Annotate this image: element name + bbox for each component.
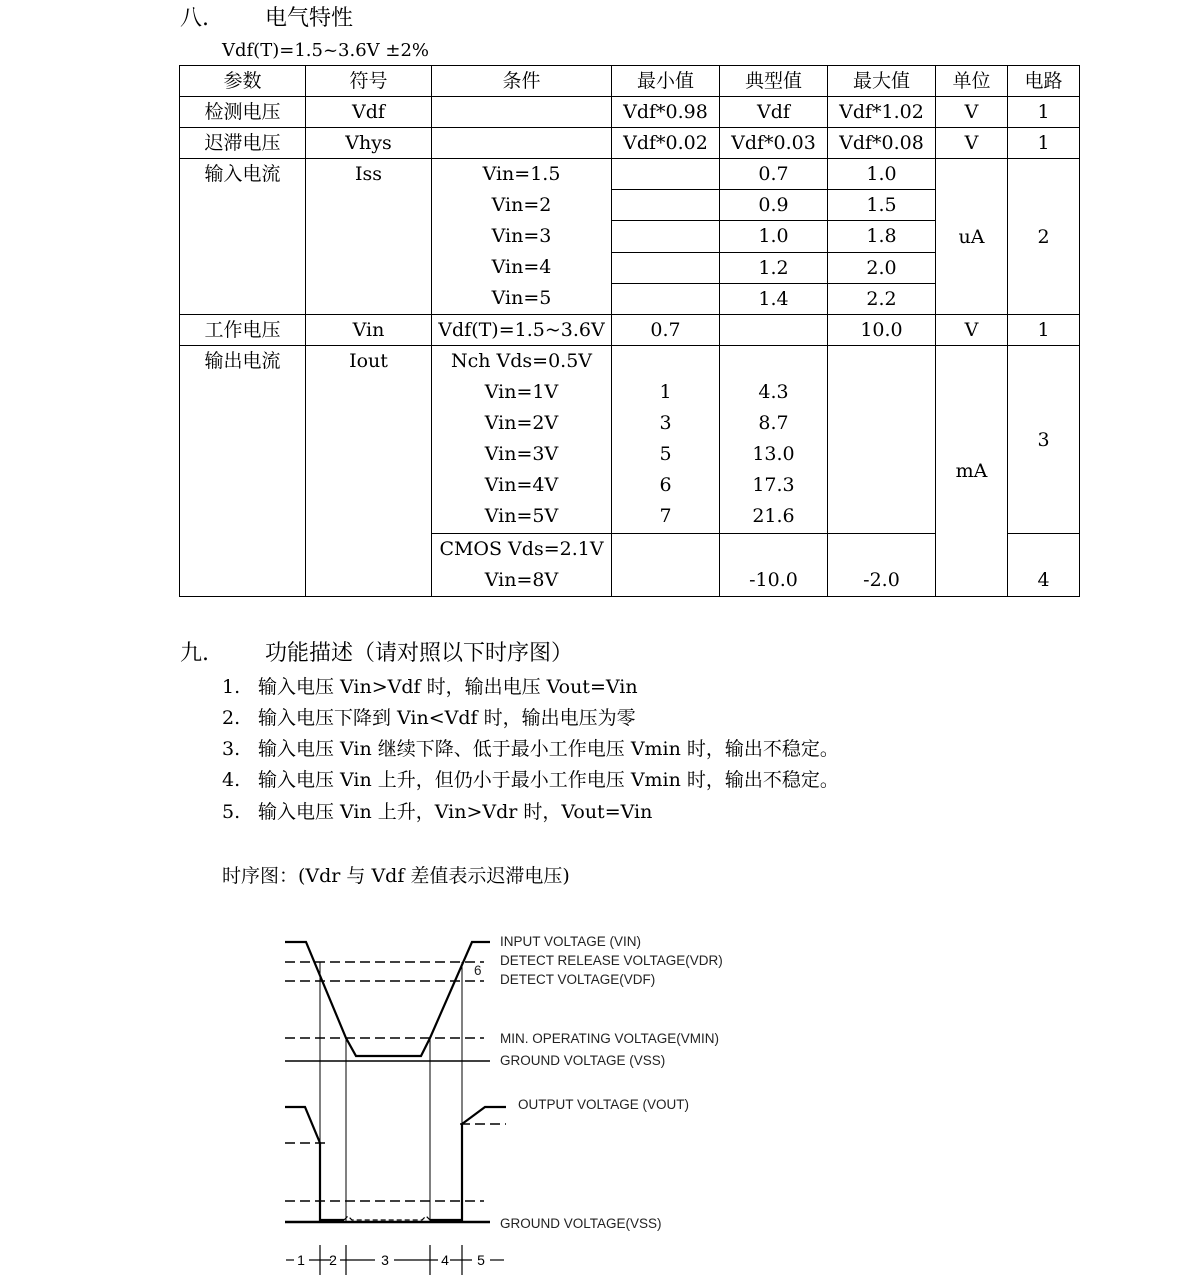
- cell-unit: uA: [936, 159, 1008, 315]
- ground-voltage-label-2: GROUND VOLTAGE(VSS): [500, 1216, 662, 1231]
- header-cell: 最大值: [828, 66, 936, 97]
- cell-typ: Vdf*0.03: [720, 128, 828, 159]
- cell-max: 1.0: [828, 159, 936, 190]
- phase-label: 2: [329, 1252, 337, 1268]
- output-voltage-trace-left: [285, 1107, 344, 1220]
- list-item: 4. 输入电压 Vin 上升，但仍小于最小工作电压 Vmin 时，输出不稳定。: [222, 769, 839, 791]
- cond-line: Vin=1V: [484, 381, 559, 403]
- typ-line: 17.3: [752, 474, 795, 496]
- cond-line: Vin=3V: [484, 443, 559, 465]
- cell-typ: 0.9: [720, 190, 828, 221]
- cell-param: 工作电压: [180, 315, 306, 346]
- phase-label: 1: [297, 1252, 305, 1268]
- cond-line: Vin=4: [491, 256, 552, 278]
- detect-release-label: DETECT RELEASE VOLTAGE(VDR): [500, 953, 723, 968]
- typ-line: -10.0: [749, 569, 798, 591]
- output-voltage-label: OUTPUT VOLTAGE (VOUT): [518, 1097, 690, 1112]
- list-item: 2. 输入电压下降到 Vin<Vdf 时，输出电压为零: [222, 707, 636, 729]
- cell-max: 10.0: [828, 315, 936, 346]
- section8-condition: Vdf(T)=1.5~3.6V ±2%: [222, 40, 430, 61]
- section8-number: 八.: [180, 6, 209, 31]
- list-item: 5. 输入电压 Vin 上升，Vin>Vdr 时，Vout=Vin: [222, 801, 653, 823]
- min-line: 3: [659, 412, 672, 434]
- marker-6-label: 6: [474, 963, 482, 978]
- cell-circuit: 2: [1008, 159, 1080, 315]
- cond-line: Vin=8V: [484, 569, 559, 591]
- cell-circuit: 1: [1008, 97, 1080, 128]
- min-operating-label: MIN. OPERATING VOLTAGE(VMIN): [500, 1031, 720, 1046]
- min-line: 7: [659, 505, 672, 527]
- cell-typ: Vdf: [720, 97, 828, 128]
- list-item: 1. 输入电压 Vin>Vdf 时，输出电压 Vout=Vin: [222, 676, 638, 698]
- cell-max: 2.2: [828, 283, 936, 314]
- circuit-line: 4: [1037, 569, 1050, 591]
- cond-line: CMOS Vds=2.1V: [439, 538, 604, 560]
- input-voltage-label: INPUT VOLTAGE (VIN): [500, 934, 642, 949]
- min-line: 1: [659, 381, 672, 403]
- section9-title: 功能描述（请对照以下时序图）: [265, 641, 574, 666]
- header-cell: 单位: [936, 66, 1008, 97]
- cell-unit: V: [936, 97, 1008, 128]
- cell-param: 迟滞电压: [180, 128, 306, 159]
- cell-max: 1.5: [828, 190, 936, 221]
- cell-param: 输出电流: [180, 346, 306, 597]
- cell-max: 2.0: [828, 252, 936, 283]
- cond-line: Vin=5V: [484, 505, 559, 527]
- cell-symbol: Iout: [306, 346, 432, 597]
- typ-line: 21.6: [752, 505, 795, 527]
- cell-typ: 1.0: [720, 221, 828, 252]
- header-cell: 条件: [432, 66, 612, 97]
- cond-line: Vin=1.5: [482, 163, 561, 185]
- section8-title: 电气特性: [265, 6, 354, 31]
- cell-param: 检测电压: [180, 97, 306, 128]
- phase-label: 5: [477, 1252, 485, 1268]
- cell-min: 0.7: [612, 315, 720, 346]
- min-line: 6: [659, 474, 672, 496]
- cell-circuit: 1: [1008, 315, 1080, 346]
- cond-line: Vin=3: [491, 225, 552, 247]
- list-item: 3. 输入电压 Vin 继续下降、低于最小工作电压 Vmin 时，输出不稳定。: [222, 738, 839, 760]
- cell-max: Vdf*0.08: [828, 128, 936, 159]
- cell-unit: V: [936, 128, 1008, 159]
- output-unstable-trace: [344, 1216, 430, 1220]
- cell-max: Vdf*1.02: [828, 97, 936, 128]
- cell-min: Vdf*0.98: [612, 97, 720, 128]
- cell-unit: mA: [936, 346, 1008, 597]
- input-voltage-trace: [285, 942, 490, 1056]
- typ-line: 8.7: [758, 412, 789, 434]
- header-cell: 最小值: [612, 66, 720, 97]
- header-cell: 参数: [180, 66, 306, 97]
- max-line: -2.0: [863, 569, 900, 591]
- header-cell: 电路: [1008, 66, 1080, 97]
- cond-line: Vin=5: [491, 287, 552, 309]
- cond-line: Nch Vds=0.5V: [450, 350, 593, 372]
- cell-param: 输入电流: [180, 159, 306, 315]
- typ-line: 4.3: [758, 381, 789, 403]
- phase-label: 4: [441, 1252, 449, 1268]
- section9-number: 九.: [180, 641, 209, 666]
- cell-symbol: Vin: [306, 315, 432, 346]
- detect-voltage-label: DETECT VOLTAGE(VDF): [500, 972, 656, 987]
- ground-voltage-label-1: GROUND VOLTAGE (VSS): [500, 1053, 666, 1068]
- cell-circuit: 3: [1008, 346, 1080, 534]
- timing-note: 时序图：(Vdr 与 Vdf 差值表示迟滞电压): [222, 865, 570, 887]
- cell-symbol: Vhys: [306, 128, 432, 159]
- phase-label: 3: [381, 1252, 389, 1268]
- cell-typ: 1.4: [720, 283, 828, 314]
- header-cell: 符号: [306, 66, 432, 97]
- cell-typ: 1.2: [720, 252, 828, 283]
- cond-line: Vin=2: [491, 194, 552, 216]
- cell-typ: 0.7: [720, 159, 828, 190]
- header-cell: 典型值: [720, 66, 828, 97]
- cell-symbol: Vdf: [306, 97, 432, 128]
- typ-line: 13.0: [752, 443, 795, 465]
- cond-line: Vin=4V: [484, 474, 559, 496]
- cell-symbol: Iss: [306, 159, 432, 315]
- cell-unit: V: [936, 315, 1008, 346]
- min-line: 5: [659, 443, 672, 465]
- cell-cond: Vdf(T)=1.5~3.6V: [432, 315, 612, 346]
- cell-circuit: 1: [1008, 128, 1080, 159]
- cell-max: 1.8: [828, 221, 936, 252]
- cond-line: Vin=2V: [484, 412, 559, 434]
- cell-min: Vdf*0.02: [612, 128, 720, 159]
